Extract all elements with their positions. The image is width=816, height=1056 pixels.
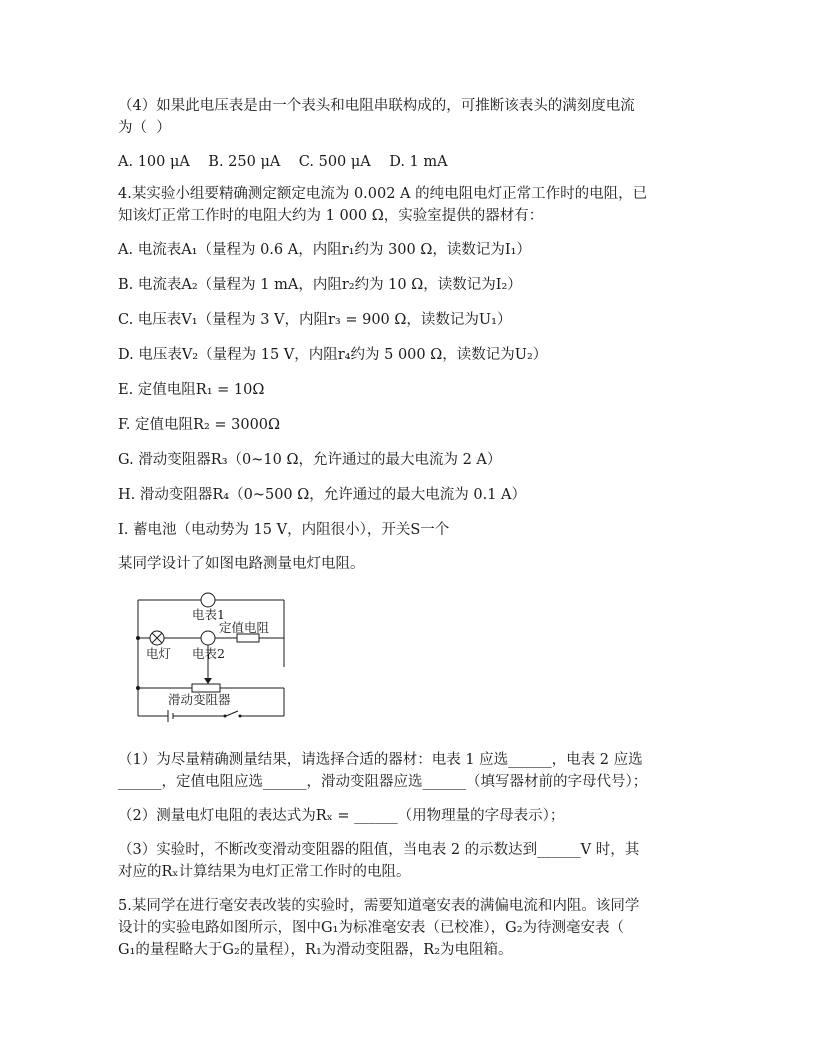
circuit-diagram bbox=[128, 592, 298, 722]
q4-stem-line1: 4.某实验小组要精确测定额定电流为 0.002 A 的纯电阻电灯正常工作时的电阻，已 bbox=[118, 186, 648, 202]
q4-sub3-line2: 对应的Rₓ计算结果为电灯正常工作时的电阻。 bbox=[118, 864, 411, 880]
equipment-g: G. 滑动变阻器R₃（0~10 Ω，允许通过的最大电流为 2 A） bbox=[118, 452, 502, 468]
q4-sub1-line2: ______，定值电阻应选______，滑动变阻器应选______（填写器材前的字母代号）； bbox=[118, 774, 648, 790]
q4-item4-line1: （4）如果此电压表是由一个表头和电阻串联构成的，可推断该表头的满刻度电流 bbox=[118, 98, 635, 114]
fixed-resistor-symbol bbox=[237, 634, 259, 642]
label-fixed-resistor: 定值电阻 bbox=[219, 620, 270, 635]
equipment-i: I. 蓄电池（电动势为 15 V，内阻很小），开关S一个 bbox=[118, 522, 450, 538]
q4-stem-line2: 知该灯正常工作时的电阻大约为 1 000 Ω，实验室提供的器材有： bbox=[118, 208, 544, 224]
label-rheostat: 滑动变阻器 bbox=[168, 692, 231, 707]
equipment-d: D. 电压表V₂（量程为 15 V，内阻r₄约为 5 000 Ω，读数记为U₂） bbox=[118, 347, 548, 363]
junction-dot-left-mid bbox=[136, 636, 140, 640]
label-meter2: 电表2 bbox=[192, 646, 225, 661]
q5-line1: 5.某同学在进行毫安表改装的实验时，需要知道毫安表的满偏电流和内阻。该同学 bbox=[118, 898, 640, 914]
q4-sub3-line1: （3）实验时，不断改变滑动变阻器的阻值，当电表 2 的示数达到______V 时，其 bbox=[118, 842, 640, 858]
label-meter1: 电表1 bbox=[192, 607, 225, 622]
equipment-e: E. 定值电阻R₁ = 10Ω bbox=[118, 382, 265, 398]
equipment-a: A. 电流表A₁（量程为 0.6 A，内阻r₁约为 300 Ω，读数记为I₁） bbox=[118, 242, 531, 258]
label-lamp: 电灯 bbox=[146, 646, 172, 661]
equipment-h: H. 滑动变阻器R₄（0~500 Ω，允许通过的最大电流为 0.1 A） bbox=[118, 487, 527, 503]
q4-sub2: （2）测量电灯电阻的表达式为Rₓ = ______（用物理量的字母表示）； bbox=[118, 808, 565, 824]
q4-item4-line2: 为（ ） bbox=[118, 120, 171, 136]
q5-line3: G₁的量程略大于G₂的量程），R₁为滑动变阻器，R₂为电阻箱。 bbox=[118, 942, 513, 958]
switch-contact-left bbox=[224, 715, 227, 718]
slider-arrow-head bbox=[204, 678, 212, 684]
q5-line2: 设计的实验电路如图所示，图中G₁为标准毫安表（已校准），G₂为待测毫安表（ bbox=[118, 920, 625, 936]
equipment-f: F. 定值电阻R₂ = 3000Ω bbox=[118, 417, 281, 433]
meter2-symbol bbox=[201, 631, 215, 645]
equipment-c: C. 电压表V₁（量程为 3 V，内阻r₃ = 900 Ω，读数记为U₁） bbox=[118, 312, 512, 328]
rheostat-symbol bbox=[192, 684, 220, 692]
junction-dot-left-bottom bbox=[136, 686, 140, 690]
switch-contact-right bbox=[239, 715, 242, 718]
design-text: 某同学设计了如图电路测量电灯电阻。 bbox=[118, 556, 365, 572]
equipment-b: B. 电流表A₂（量程为 1 mA，内阻r₂约为 10 Ω，读数记为I₂） bbox=[118, 277, 522, 293]
q4-sub1-line1: （1）为尽量精确测量结果，请选择合适的器材：电表 1 应选______，电表 2 应选 bbox=[118, 752, 643, 768]
switch-blade bbox=[226, 711, 238, 716]
meter1-symbol bbox=[201, 593, 215, 607]
q4-item4-options: A. 100 μA B. 250 μA C. 500 μA D. 1 mA bbox=[118, 154, 448, 170]
